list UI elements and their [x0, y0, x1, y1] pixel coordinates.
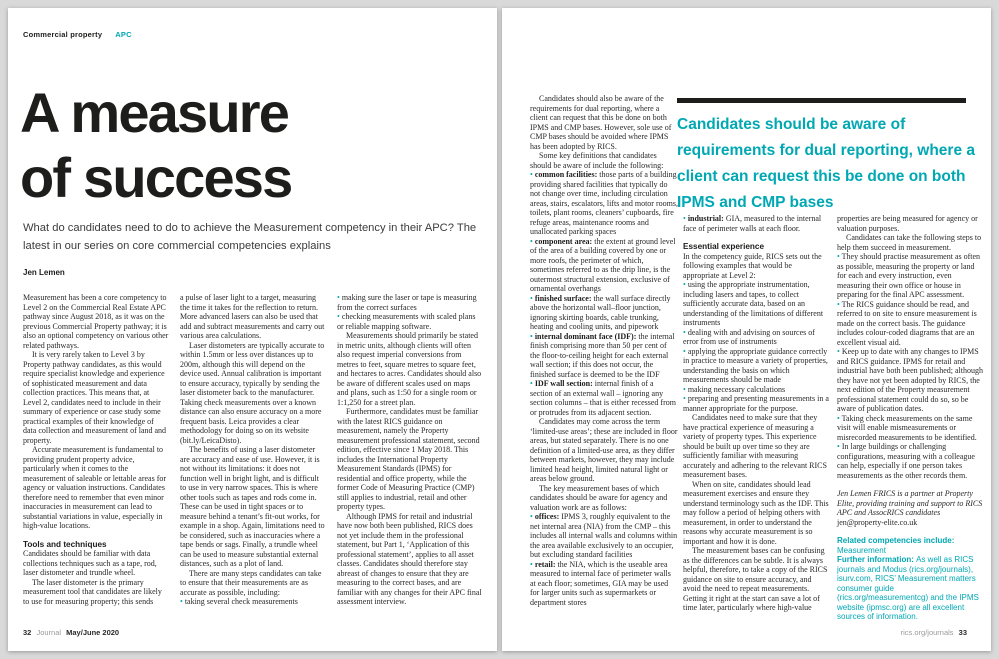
- bullet-icon: •: [530, 236, 535, 246]
- bullet-icon: •: [683, 394, 688, 403]
- paragraph: Candidates need to make sure that they have practical experience of measuring a variety of property types. This experience should be built up over time so they are sufficiently familiar with measuring accurately and adhering to the relevant RICS measurement bases.: [683, 413, 827, 479]
- paragraph: • Keep up to date with any changes to IPMS and RICS guidance. IPMS for retail and industrial have both been published; although they have not yet been adopted by RICS, the next edition of the Property measurement professional statement could do so, so be aware of publication dates.: [837, 347, 983, 413]
- paragraph: The benefits of using a laser distometer are accuracy and ease of use. However, it is not without its limitations: it does not function well in bright light, and is difficult to use in very narrow spaces. This is where other tools such as tapes and rods come in. These can be used in tight spaces or to measure behind a tenant’s fit-out works, for example in a shop. Again, limitations need to be considered, such as inaccuracies where a tape bends or sags. Finally, a trundle wheel can be used to measure substantial external distances, such as a plot of land.: [180, 445, 325, 568]
- quote-rule: [677, 98, 966, 103]
- page-kicker: [23, 30, 132, 39]
- section-label: Commercial property: [23, 30, 103, 39]
- paragraph: • In large buildings or challenging configurations, measuring with a colleague can help, especially if one person takes measurements as the other records them.: [837, 442, 975, 480]
- paragraph: Laser distometers are typically accurate to within 1.5mm or less over distances up to 200m, although this will depend on the device used. Annual calibration is important to ensure accuracy, typically by sending the laser distometer back to the manufacturer. Taking check measurements over a known distance can also ensure accuracy on a more frequent basis. Leica provides a clear methodology for doing so on its website (bit.ly/LeicaDisto).: [180, 340, 325, 445]
- left-page-column-1: [23, 293, 169, 607]
- paragraph: • checking measurements with scaled plans or reliable mapping software.: [337, 312, 476, 331]
- paragraph: • IDF wall section: internal finish of a section of an external wall – ignoring any section columns – that is either recessed from or protrudes from its adjacent section.: [530, 379, 676, 417]
- paragraph: • taking several check measurements: [180, 597, 298, 606]
- paragraph: • internal dominant face (IDF): the internal finish comprising more than 50 per cent of the floor-to-ceiling height for each external wall section; if this does not occur, the finished surface is deemed to be the IDF: [530, 331, 675, 379]
- bullet-icon: •: [530, 170, 535, 179]
- bullet-icon: •: [530, 559, 535, 569]
- bullet-icon: •: [337, 312, 342, 321]
- paragraph: Measurements should primarily be stated in metric units, although clients will often also request imperial conversions from metres to feet, square metres to square feet, and hectares to acres. Candidates should also be aware of different scales used on maps and plans, such as 1:50 for a single room or 1:1,250 for a street plan.: [337, 331, 482, 407]
- bullet-icon: •: [530, 512, 535, 521]
- page-number: 33: [958, 628, 967, 637]
- bullet-icon: •: [837, 347, 842, 356]
- journal-label: Journal: [36, 628, 62, 637]
- body-columns: [23, 293, 483, 607]
- paragraph: Candidates can take the following steps to help them succeed in measurement.: [837, 233, 982, 252]
- bullet-icon: •: [837, 252, 842, 261]
- bullet-icon: •: [683, 346, 688, 356]
- paragraph: The key measurement bases of which candidates should be aware for agency and valuation work are as follows:: [530, 483, 668, 512]
- paragraph: Related competencies include:: [837, 536, 955, 545]
- title-line-2: of success: [20, 146, 292, 209]
- paragraph: Jen Lemen FRICS is a partner at Property Elite, providing training and support to RICS APC and AssocRICS candidates: [837, 489, 983, 517]
- paragraph: • retail: the NIA, which is the useable area measured to internal face of perimeter walls at each floor; sometimes, GIA may be used for larger units such as supermarkets or department stores: [530, 559, 671, 607]
- right-page-column-1: [530, 94, 678, 607]
- paragraph: Accurate measurement is fundamental to providing prudent property advice, particularly when it comes to the measurement of saleable or lettable areas for agency or valuation instructions. Candidates therefore need to remember that even minor inaccuracies in measurement can lead to substantial variations in value, especially in high-value locations.: [23, 445, 167, 530]
- bullet-icon: •: [337, 293, 342, 302]
- paragraph: • component area: the extent at ground level of the area of a building covered by one or more roofs, the perimeter of which, sometimes referred to as the drip line, is the outermost structural extension, exclusive of ornamental overhangs: [530, 236, 676, 293]
- paragraph: • making necessary calculations: [683, 384, 786, 394]
- paragraph: Further information: As well as RICS journals and Modus (rics.org/journals), isurv.com, RICS’ Measurement matters consumer guide (rics.org/measurementcg) and the IPMS website (ipmsc.org) are all excellent sources of information.: [837, 555, 979, 621]
- paragraph: The laser distometer is the primary measurement tool that candidates are likely to use for measuring property; this sends: [23, 577, 162, 606]
- page-number: 32: [23, 628, 32, 637]
- author-byline: Jen Lemen: [23, 268, 65, 277]
- bullet-icon: •: [530, 379, 535, 388]
- standfirst: What do candidates need to do to achieve the Measurement competency in their APC? The latest in our series on core commercial competencies explains: [23, 222, 477, 252]
- left-page-column-3: [337, 293, 483, 607]
- paragraph: • making sure the laser or tape is measuring from the correct surfaces: [337, 293, 477, 312]
- bullet-icon: •: [683, 384, 688, 394]
- section-heading: Essential experience: [683, 242, 765, 251]
- paragraph: • common facilities: those parts of a building providing shared facilities that typically do not change over time, including circulation areas, stairs, escalators, lifts and motor rooms, toilets, plant rooms, cleaners’ cupboards, fire refuge areas, maintenance rooms and unallocated parking spaces: [530, 170, 678, 236]
- paragraph: • The RICS guidance should be read, and referred to on site to ensure measurement is made on the correct basis. The guidance includes colour-coded diagrams that are an excellent visual aid.: [837, 299, 977, 347]
- article-title: [20, 80, 292, 210]
- paragraph: Candidates should be familiar with data collections techniques such as a tape, rod, laser distometer and trundle wheel.: [23, 549, 157, 577]
- bullet-icon: •: [180, 597, 185, 606]
- bullet-icon: •: [683, 214, 688, 223]
- paragraph: Furthermore, candidates must be familiar with the latest RICS guidance on measurement, namely the Property measurement professional statement, second edition, effective since 1 May 2018. This includes the International Property Measurement Standards (IPMS) for residential and office property, while the former Code of Measuring Practice (CMP) still applies to industrial, retail and other property types.: [337, 407, 480, 511]
- bullet-icon: •: [530, 293, 535, 303]
- paragraph: Measurement: [837, 545, 886, 555]
- paragraph: In the competency guide, RICS sets out the following examples that would be appropriate at Level 2:: [683, 251, 822, 280]
- paragraph: • applying the appropriate guidance correctly in practice to measure a variety of properties, understanding the basis on which measurements should be made: [683, 346, 828, 384]
- paragraph: • offices: IPMS 3, roughly equivalent to the net internal area (NIA) from the CMP – this includes all internal walls and columns within the area available exclusively to an occupier, but excluding standard facilities: [530, 512, 678, 559]
- paragraph: properties are being measured for agency or valuation purposes.: [837, 214, 978, 233]
- paragraph: • dealing with and advising on sources of error from use of instruments: [683, 327, 815, 346]
- bullet-icon: •: [837, 413, 842, 423]
- left-page-column-2: [180, 293, 326, 607]
- bullet-icon: •: [837, 299, 842, 309]
- paragraph: Candidates may come across the term ‘limited-use areas’; these are included in floor areas, but stated separately. There is no one definition of a limited-use area, as they differ between markets, however, they may include limited head height, limited natural light or areas below ground.: [530, 417, 678, 483]
- apc-tag: APC: [115, 30, 132, 39]
- right-page-footer: [901, 628, 967, 637]
- left-page-footer: [23, 628, 119, 637]
- bullet-icon: •: [837, 442, 842, 451]
- bullet-icon: •: [683, 280, 688, 289]
- paragraph: Some key definitions that candidates should be aware of include the following:: [530, 151, 664, 170]
- section-heading: Tools and techniques: [23, 539, 107, 549]
- paragraph: Measurement has been a core competency to Level 2 on the Commercial Real Estate APC pathway since August 2018, as it was on the previous Commercial Property pathway; it is also an optional competency on various other related pathways.: [23, 293, 169, 350]
- title-line-1: A measure: [20, 81, 289, 144]
- paragraph: • finished surface: the wall surface directly above the horizontal wall–floor junction, ignoring skirting boards, cable trunking, heating and cooling units, and pipework: [530, 293, 671, 331]
- paragraph: Candidates should also be aware of the requirements for dual reporting, where a client can request that this be done on both IPMS and CMP bases. However, sole use of CMP bases should be avoided where IPMS has been adopted by RICS.: [530, 94, 672, 151]
- left-page: [8, 8, 497, 651]
- paragraph: It is very rarely taken to Level 3 by Property pathway candidates, as this would require specialist knowledge and experience of sophisticated measurement and data collection practices. This means that, at Level 2, candidates need to include in their summary of experience or case study some practical examples of their knowledge of data collection and measurement of land and property.: [23, 350, 167, 445]
- paragraph: When on site, candidates should lead measurement exercises and ensure they understand terminology such as the IDF. This may follow a period of helping others with measurement, in order to understand the reasons why accurate measurement is so important and how it is done.: [683, 479, 829, 546]
- paragraph: • Taking check measurements on the same visit will enable mismeasurements or misrecorded measurements to be identified.: [837, 413, 977, 442]
- issue-label: May/June 2020: [66, 628, 120, 637]
- pull-quote: Candidates should be aware of requirements for dual reporting, where a client can request this be done on both IPMS and CMP bases: [677, 116, 976, 211]
- paragraph: jen@property-elite.co.uk: [837, 517, 918, 527]
- paragraph: There are many steps candidates can take to ensure that their measurements are as accurate as possible, including:: [180, 568, 322, 597]
- paragraph: • using the appropriate instrumentation, including lasers and tapes, to collect sufficiently accurate data, based on an understanding of the limitations of different instruments: [683, 280, 824, 327]
- paragraph: • They should practise measurement as often as possible, measuring the property or land for each and every instruction, even measuring their own office or house in preparing for the final APC assessment.: [837, 252, 981, 299]
- paragraph: • industrial: GIA, measured to the internal face of perimeter walls at each floor.: [683, 214, 822, 233]
- journal-site-label: rics.org/journals: [900, 628, 954, 637]
- paragraph: a pulse of laser light to a target, measuring the time it takes for the reflection to return. More advanced lasers can also be used that add and subtract measurements and carry out various area calculations.: [180, 293, 325, 340]
- right-page-column-2: [683, 214, 830, 613]
- bullet-icon: •: [530, 331, 535, 341]
- paragraph: Although IPMS for retail and industrial have now both been published, RICS does not yet include them in the professional statement, but Part 1, ‘Application of this professional statement’, applies to all asset classes. Candidates should therefore stay abreast of changes to ensure that they are measuring to the correct bases, and are familiar with any changes for their APC final assessment interview.: [337, 511, 482, 606]
- right-page-column-3: [837, 214, 985, 622]
- paragraph: The measurement bases can be confusing as the differences can be subtle. It is always helpful, therefore, to take a copy of the RICS guidance on site to ensure accuracy, and avoid the need to repeat measurements. Getting it right at the start can save a lot of time later, particularly where high-value: [683, 546, 828, 612]
- bullet-icon: •: [683, 327, 688, 337]
- right-page: [502, 8, 991, 651]
- paragraph: • preparing and presenting measurements in a manner appropriate for the purpose.: [683, 394, 829, 413]
